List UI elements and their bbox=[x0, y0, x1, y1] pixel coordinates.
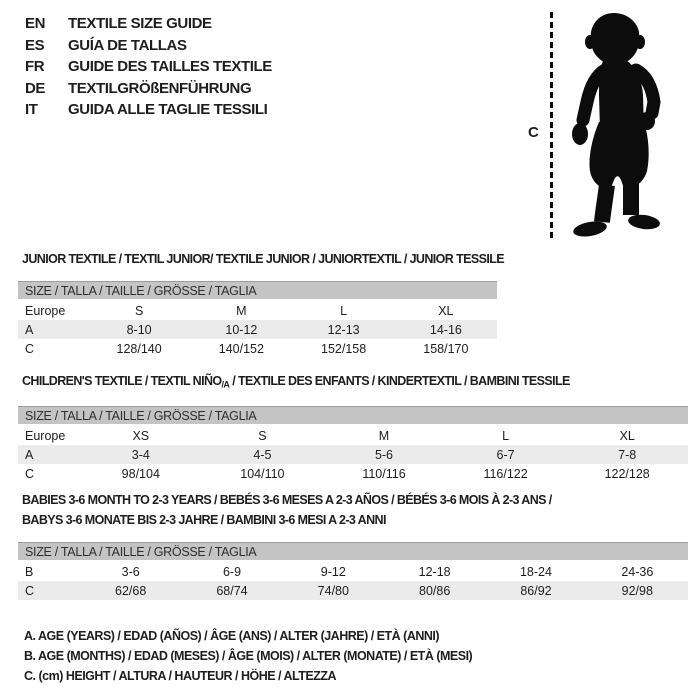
footnote-line: C. (cm) HEIGHT / ALTURA / HAUTEUR / HÖHE / ALTEZZA bbox=[24, 669, 337, 683]
size-cell: 8-10 bbox=[126, 322, 152, 337]
table-row bbox=[18, 320, 497, 339]
size-cell: M bbox=[378, 428, 390, 443]
size-header-bar: SIZE / TALLA / TAILLE / GRÖSSE / TAGLIA bbox=[18, 281, 497, 299]
table-row bbox=[18, 339, 497, 358]
size-cell: L bbox=[502, 428, 510, 443]
row-label: Europe bbox=[25, 428, 66, 443]
language-code: ES bbox=[25, 36, 45, 54]
size-cell: XL bbox=[438, 303, 454, 318]
size-cell: 24-36 bbox=[621, 564, 654, 579]
size-cell: 122/128 bbox=[604, 466, 650, 481]
size-cell: 98/104 bbox=[121, 466, 160, 481]
table-title-segment: /A bbox=[221, 379, 230, 390]
language-title: TEXTILGRÖßENFÜHRUNG bbox=[68, 79, 252, 97]
size-cell: 128/140 bbox=[116, 341, 162, 356]
size-cell: 12-13 bbox=[327, 322, 360, 337]
language-row bbox=[25, 99, 272, 121]
size-cell: 110/116 bbox=[362, 466, 406, 481]
size-cell: 7-8 bbox=[618, 447, 637, 462]
size-cell: 18-24 bbox=[519, 564, 552, 579]
table-row bbox=[18, 464, 688, 483]
size-cell: 158/170 bbox=[423, 341, 469, 356]
language-code: IT bbox=[25, 101, 38, 119]
footnote-line: B. AGE (MONTHS) / EDAD (MESES) / ÂGE (MOIS) / ALTER (MONATE) / ETÀ (MESI) bbox=[24, 649, 473, 663]
language-title: GUIDE DES TAILLES TEXTILE bbox=[68, 58, 272, 76]
table-title bbox=[22, 490, 688, 510]
size-cell: 5-6 bbox=[374, 447, 394, 462]
language-code: DE bbox=[25, 79, 46, 97]
table-title-segment: BABYS 3-6 MONATE BIS 2-3 JAHRE / BAMBINI 3-6 MESI A 2-3 ANNI bbox=[22, 513, 386, 527]
size-cell: 152/158 bbox=[321, 341, 367, 356]
size-cell: S bbox=[258, 428, 267, 443]
size-cell: 3-4 bbox=[131, 447, 150, 462]
toddler-figure bbox=[520, 0, 695, 252]
language-row bbox=[25, 35, 272, 57]
table-title-segment: BABIES 3-6 MONTH TO 2-3 YEARS / BEBÉS 3-6 MESES A 2-3 AÑOS / BÉBÉS 3-6 MOIS À 2-3 ANS / bbox=[22, 493, 552, 507]
size-cell: M bbox=[236, 303, 247, 318]
language-row bbox=[25, 56, 272, 78]
footnote-line: A. AGE (YEARS) / EDAD (AÑOS) / ÂGE (ANS) / ALTER (JAHRE) / ETÀ (ANNI) bbox=[24, 629, 440, 643]
size-cell: 80/86 bbox=[419, 583, 451, 598]
toddler-silhouette bbox=[562, 10, 666, 240]
row-label: A bbox=[25, 447, 34, 462]
table-title bbox=[22, 249, 504, 269]
size-cell: 3-6 bbox=[121, 564, 140, 579]
table-row bbox=[18, 301, 497, 320]
size-cell: 10-12 bbox=[225, 322, 258, 337]
table-title bbox=[22, 371, 688, 394]
language-row bbox=[25, 13, 272, 35]
size-cell: 6-7 bbox=[496, 447, 515, 462]
size-cell: 104/110 bbox=[240, 466, 285, 481]
table-title-segment: / TEXTILE DES ENFANTS / KINDERTEXTIL / BAMBINI TESSILE bbox=[229, 374, 570, 388]
table-row bbox=[18, 581, 688, 600]
size-cell: S bbox=[134, 303, 144, 318]
table-row bbox=[18, 426, 688, 445]
size-cell: 68/74 bbox=[216, 583, 248, 598]
size-cell: XL bbox=[619, 428, 635, 443]
size-cell: 62/68 bbox=[115, 583, 147, 598]
junior-textile-table bbox=[18, 249, 504, 358]
size-header-bar: SIZE / TALLA / TAILLE / GRÖSSE / TAGLIA bbox=[18, 542, 688, 560]
size-cell: 14-16 bbox=[429, 322, 462, 337]
row-label: C bbox=[25, 341, 35, 356]
row-label: C bbox=[25, 466, 35, 481]
size-cell: 140/152 bbox=[218, 341, 264, 356]
row-label: B bbox=[25, 564, 34, 579]
row-label: A bbox=[25, 322, 34, 337]
size-cell: 9-12 bbox=[320, 564, 346, 579]
language-title: TEXTILE SIZE GUIDE bbox=[68, 15, 212, 33]
height-dashed-line bbox=[550, 12, 553, 240]
table-title bbox=[22, 510, 688, 530]
size-cell: 74/80 bbox=[317, 583, 349, 598]
language-title: GUÍA DE TALLAS bbox=[68, 36, 187, 54]
size-cell: 6-9 bbox=[222, 564, 242, 579]
table-title-segment: JUNIOR TEXTILE / TEXTIL JUNIOR/ TEXTILE JUNIOR / JUNIORTEXTIL / JUNIOR TESSILE bbox=[22, 252, 504, 266]
size-cell: XS bbox=[132, 428, 150, 443]
row-label: Europe bbox=[25, 303, 66, 318]
footnotes bbox=[24, 626, 472, 686]
language-row bbox=[25, 78, 272, 100]
size-cell: 116/122 bbox=[483, 466, 528, 481]
size-cell: 4-5 bbox=[253, 447, 272, 462]
babies-textile-table bbox=[18, 490, 688, 600]
size-cell: 92/98 bbox=[621, 583, 653, 598]
size-header-bar: SIZE / TALLA / TAILLE / GRÖSSE / TAGLIA bbox=[18, 406, 688, 424]
table-title-segment: CHILDREN'S TEXTILE / TEXTIL NIÑO bbox=[22, 374, 222, 388]
table-row bbox=[18, 562, 688, 581]
row-label: C bbox=[25, 583, 35, 598]
table-row bbox=[18, 445, 688, 464]
children-textile-table bbox=[18, 371, 688, 483]
height-marker-label: C bbox=[528, 124, 539, 141]
language-title-list bbox=[25, 13, 272, 121]
size-cell: 86/92 bbox=[520, 583, 552, 598]
size-cell: L bbox=[340, 303, 348, 318]
size-cell: 12-18 bbox=[418, 564, 451, 579]
language-code: EN bbox=[25, 15, 46, 33]
language-code: FR bbox=[25, 58, 45, 76]
language-title: GUIDA ALLE TAGLIE TESSILI bbox=[68, 101, 268, 119]
